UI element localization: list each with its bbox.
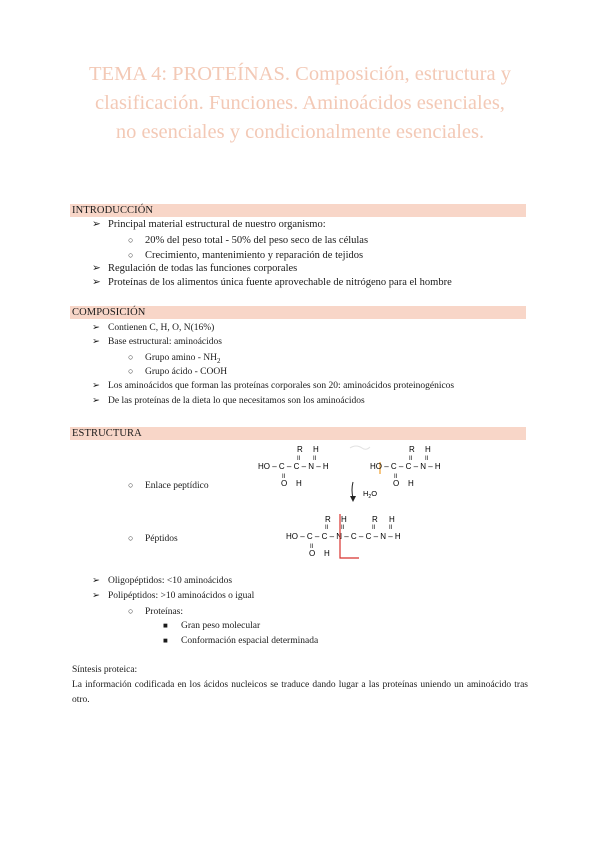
top-r-label: R	[325, 515, 331, 524]
bond-mark: II	[282, 474, 286, 480]
title-line-1: TEMA 4: PROTEÍNAS. Composición, estructura y	[89, 63, 511, 85]
title-line-2: clasificación. Funciones. Aminoácidos esenciales,	[95, 92, 505, 114]
list-item: ➢ De las proteínas de la dieta lo que necesitamos son los aminoácidos	[92, 396, 365, 406]
list-item: ➢ Principal material estructural de nuestro organismo:	[92, 219, 326, 230]
sub-sub-list-item: ■ Conformación espacial determinada	[163, 636, 319, 646]
list-item: ➢ Los aminoácidos que forman las proteínas corporales son 20: aminoácidos proteinogénicos	[92, 381, 455, 391]
top-r-label: R	[297, 445, 303, 454]
top-h-label: H	[313, 445, 319, 454]
sub-list-item: ○ Enlace peptídico	[128, 480, 209, 491]
arrow-bullet-icon: ➢	[92, 591, 100, 601]
water-release-arrow-icon	[352, 482, 353, 498]
circle-bullet-icon: ○	[128, 533, 134, 543]
sintesis-heading: Síntesis proteica:	[72, 665, 138, 675]
bottom-o-label: O	[393, 479, 400, 488]
list-item: ➢ Polipéptidos: >10 aminoácidos o igual	[92, 591, 255, 601]
arrow-bullet-icon: ➢	[92, 381, 100, 391]
list-item: ➢ Proteínas de los alimentos única fuente aprovechable de nitrógeno para el hombre	[92, 277, 452, 288]
peptide-chain: HO – C – C – N – C – C – N – H	[286, 532, 401, 541]
arrow-bullet-icon: ➢	[92, 263, 101, 274]
section-heading-introduccion: INTRODUCCIÓN	[70, 204, 526, 217]
circle-bullet-icon: ○	[128, 250, 134, 260]
bond-mark: II	[313, 456, 317, 462]
amino-acid-chain: HO – C – C – N – H	[258, 462, 329, 471]
bond-mark: II	[394, 474, 398, 480]
top-h-label: H	[389, 515, 395, 524]
peptide-bond-diagram	[250, 440, 460, 562]
bond-mark: II	[310, 544, 314, 550]
bond-mark: II	[389, 525, 393, 531]
bottom-h-label: H	[408, 479, 414, 488]
bottom-o-label: O	[281, 479, 288, 488]
square-bullet-icon: ■	[163, 621, 168, 630]
sub-list-item: ○ Grupo ácido - COOH	[128, 366, 228, 377]
circle-bullet-icon: ○	[128, 235, 134, 245]
section-heading-composicion: COMPOSICIÓN	[70, 306, 526, 319]
sub-list-item: ○ Proteínas:	[128, 606, 183, 617]
top-h-label: H	[341, 515, 347, 524]
top-r-label: R	[372, 515, 378, 524]
circle-bullet-icon: ○	[128, 606, 134, 616]
arrow-bullet-icon: ➢	[92, 337, 100, 347]
title-line-3: no esenciales y condicionalmente esenciales.	[115, 121, 485, 143]
bottom-h-label: H	[324, 549, 330, 558]
top-h-label: H	[425, 445, 431, 454]
bottom-h-label: H	[296, 479, 302, 488]
bond-mark: II	[325, 525, 329, 531]
sub-list-item: ○ Péptidos	[128, 533, 178, 544]
arrow-bullet-icon: ➢	[92, 277, 101, 288]
circle-bullet-icon: ○	[128, 352, 134, 362]
arrow-bullet-icon: ➢	[92, 396, 100, 406]
bond-mark: II	[372, 525, 376, 531]
list-item: ➢ Regulación de todas las funciones corporales	[92, 263, 298, 274]
square-bullet-icon: ■	[163, 636, 168, 645]
arrow-bullet-icon: ➢	[92, 219, 101, 230]
sintesis-text: La información codificada en los ácidos nucleicos se traduce dando lugar a las proteínas uniendo un aminoácido tras otro.	[72, 680, 528, 705]
bond-mark: II	[297, 456, 301, 462]
circle-bullet-icon: ○	[128, 366, 134, 376]
bond-mark: II	[409, 456, 413, 462]
bond-mark: II	[425, 456, 429, 462]
bond-mark: II	[341, 525, 345, 531]
bottom-o-label: O	[309, 549, 316, 558]
list-item: ➢ Base estructural: aminoácidos	[92, 337, 222, 347]
circle-bullet-icon: ○	[128, 480, 134, 490]
list-item: ➢ Contienen C, H, O, N(16%)	[92, 323, 215, 333]
section-heading-estructura: ESTRUCTURA	[70, 427, 526, 440]
sub-list-item: ○ Crecimiento, mantenimiento y reparación de tejidos	[128, 250, 364, 261]
list-item: ➢ Oligopéptidos: <10 aminoácidos	[92, 576, 233, 586]
sub-list-item: ○ 20% del peso total - 50% del peso seco de las células	[128, 235, 369, 246]
arrow-bullet-icon: ➢	[92, 323, 100, 333]
top-r-label: R	[409, 445, 415, 454]
sub-sub-list-item: ■ Gran peso molecular	[163, 621, 261, 631]
sub-list-item: ○ Grupo amino - $NH_2$	[128, 352, 221, 365]
water-label: $H_2O$	[363, 489, 378, 500]
page-title	[60, 60, 540, 147]
amino-acid-chain: HO – C – C – N – H	[370, 462, 441, 471]
arrow-bullet-icon: ➢	[92, 576, 100, 586]
